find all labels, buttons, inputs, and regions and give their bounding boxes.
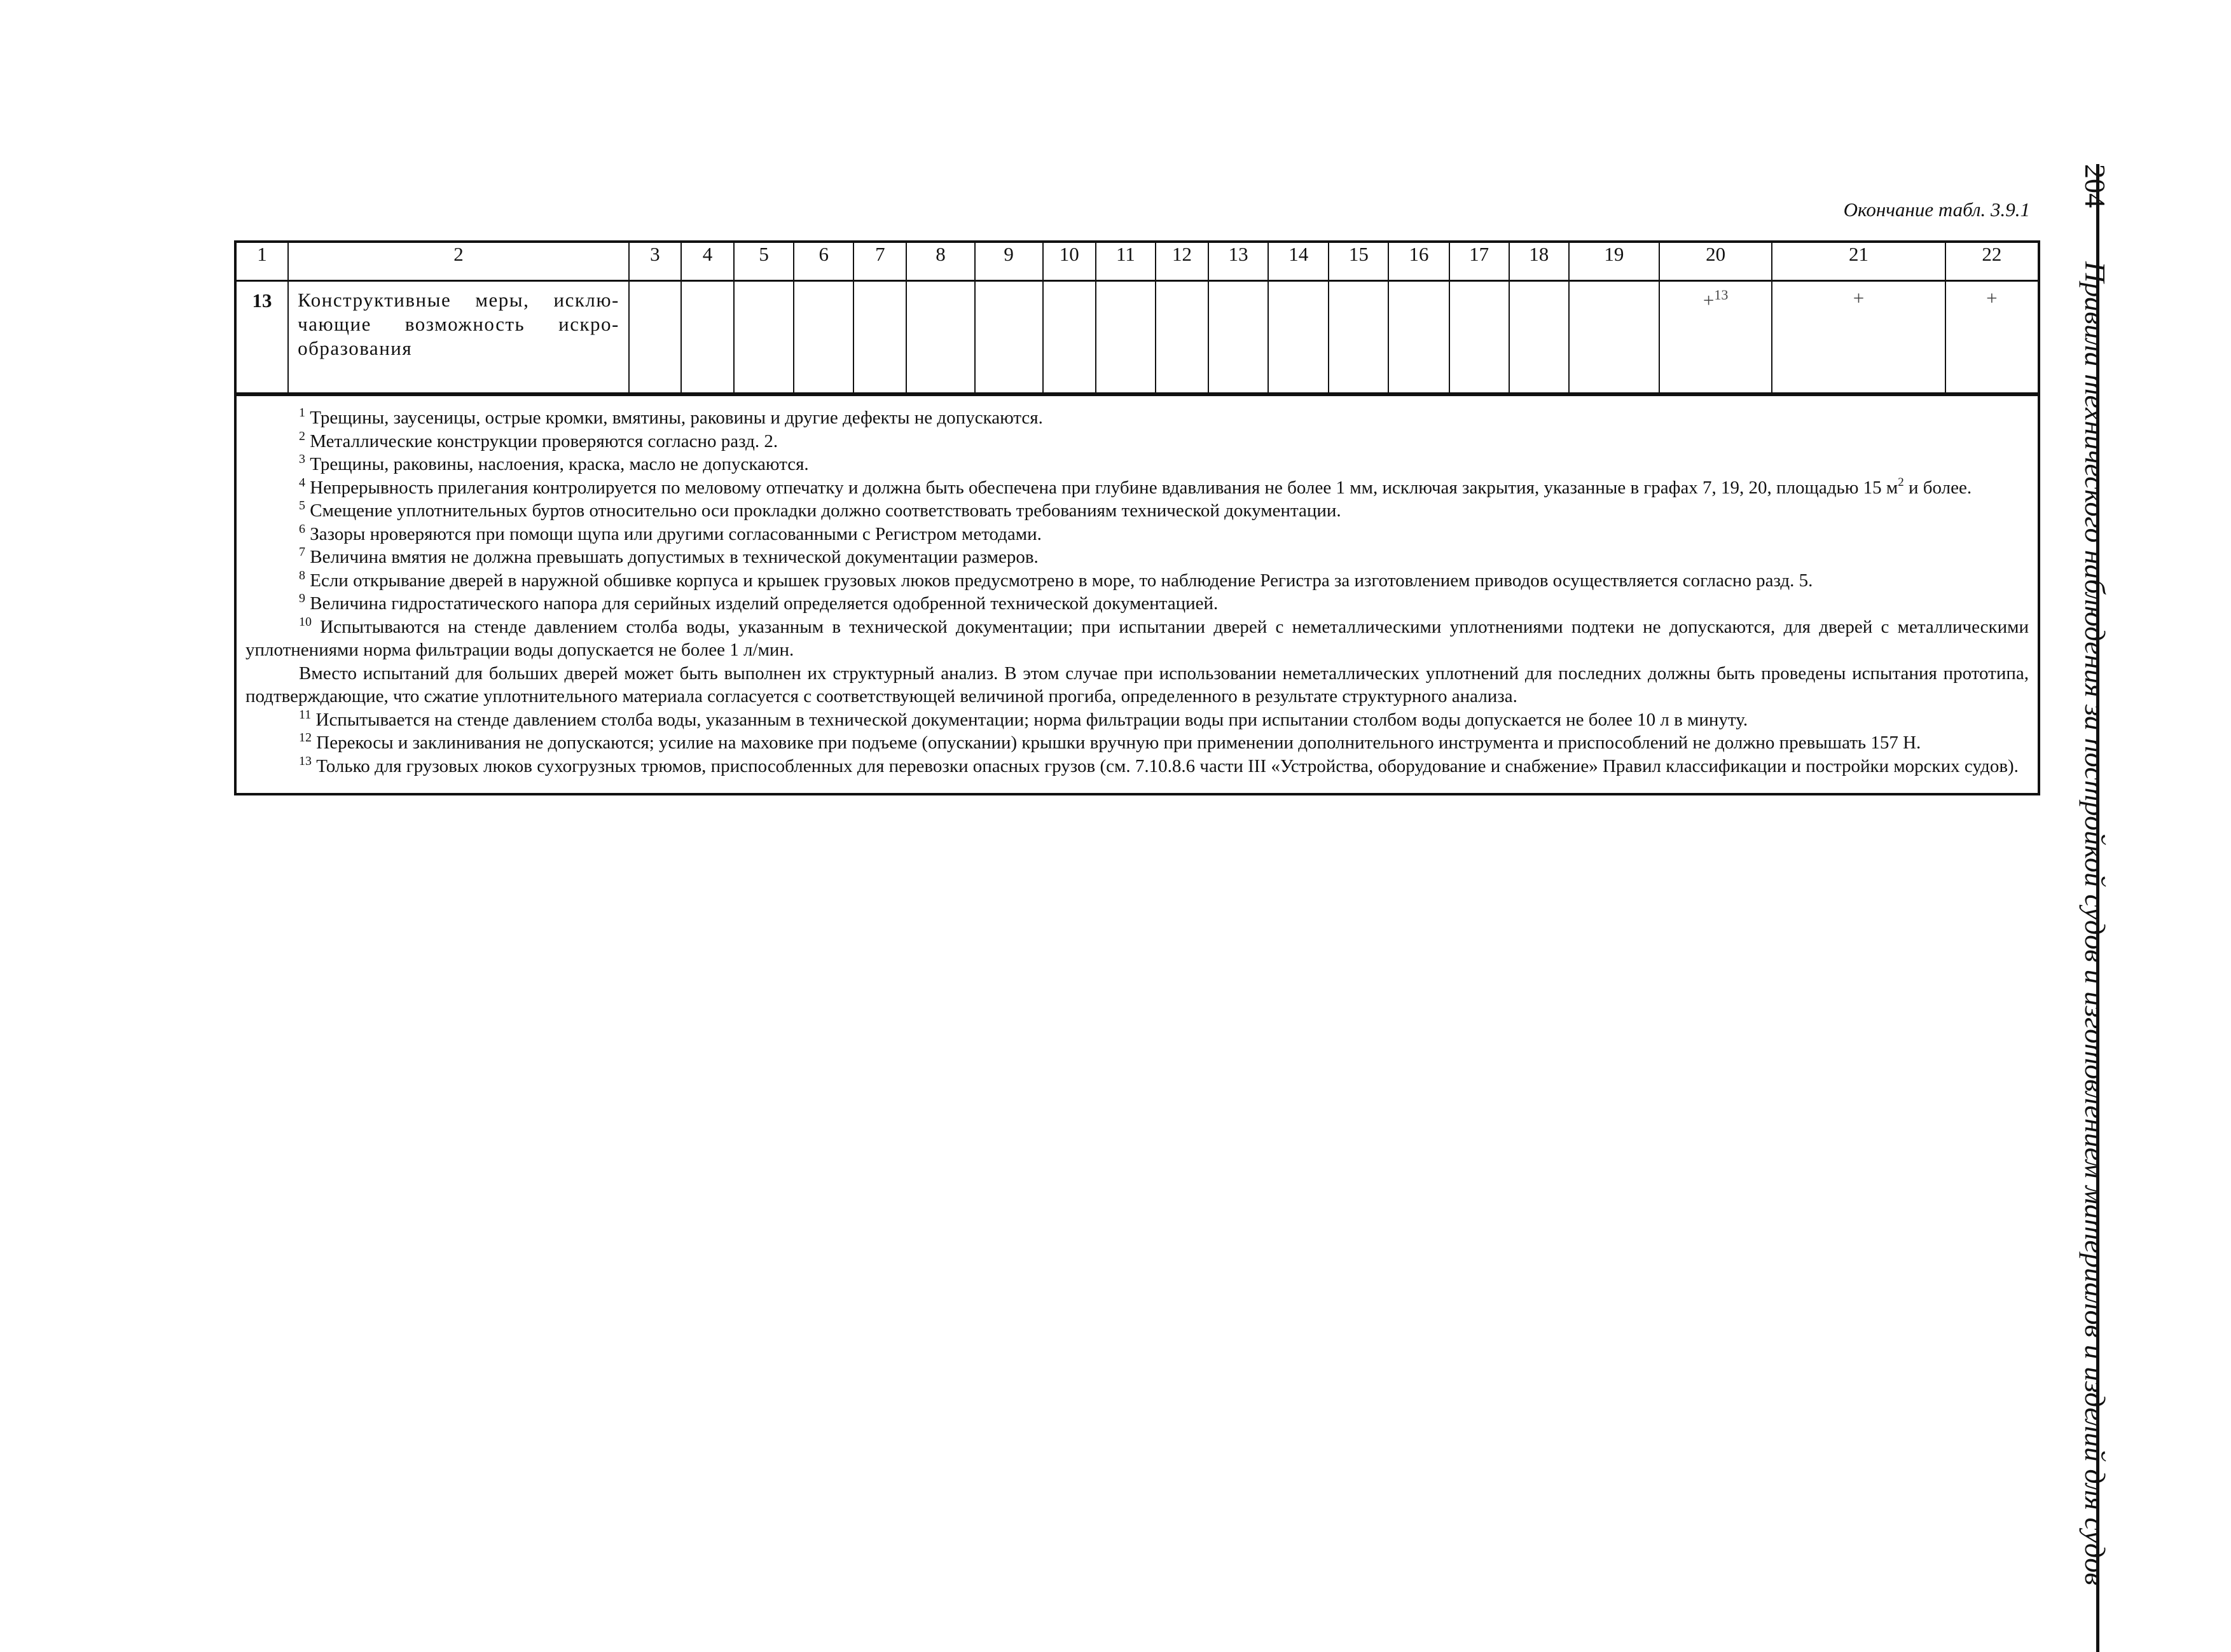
row-number: 13 (237, 281, 288, 394)
footnote-7: $^7$ Величина вмятия не должна превышать допустимых в технической документации размеров. (299, 545, 1039, 567)
col-header: 3 (629, 243, 681, 281)
col-header: 22 (1945, 243, 2038, 281)
table-cell (1268, 281, 1329, 394)
footnote-text: Величина гидростатического напора для серийных изделий определяется одобренной технической документацией. (310, 593, 1219, 614)
plus-mark: + (1853, 287, 1865, 309)
cell-col-22 (1945, 281, 2038, 394)
col-header: 20 (1659, 243, 1772, 281)
col-header: 12 (1156, 243, 1208, 281)
footnote-text: Непрерывность прилегания контролируется по меловому отпечатку и должна быть обеспечена при глубине вдавливания не более 1 мм, исключая закрытия, указанные в графах 7, 19, 20, площадью 15 м (310, 477, 1898, 498)
col-header: 11 (1096, 243, 1156, 281)
table-cell (1156, 281, 1208, 394)
col-header: 13 (1208, 243, 1268, 281)
col-header: 8 (906, 243, 974, 281)
footnote-text: и более. (1903, 477, 1972, 498)
footnote-text: Трещины, раковины, наслоения, краска, масло не допускаются. (310, 454, 809, 474)
table-cell (1509, 281, 1569, 394)
table-cell (906, 281, 974, 394)
footnote-6: $^6$ Зазоры нроверяются при помощи щупа или другими согласованными с Регистром методами. (299, 521, 1042, 544)
col-header: 5 (734, 243, 794, 281)
footnote-5: $^5$ Смещение уплотнительных буртов относительно оси прокладки должно соответствовать требованиям технической документации. (299, 499, 1341, 521)
footnote-text: Если открывание дверей в наружной обшивке корпуса и крышек грузовых люков предусмотрено в море, то наблюдение Регистра за изготовлением приводов осуществляется согласно разд. 5. (310, 570, 1813, 591)
table-cell (629, 281, 681, 394)
col-header: 15 (1329, 243, 1388, 281)
footnote-text: Испытывается на стенде давлением столба воды, указанным в технической документации; норма фильтрации воды при испытании столбом воды допускается не более 10 л в минуту. (315, 709, 1748, 730)
table-row (237, 281, 2038, 394)
row-description: Конструктивные меры, исклю-чающие возможность искро-образования (288, 281, 629, 394)
col-header: 10 (1043, 243, 1096, 281)
table-caption: Окончание табл. 3.9.1 (1843, 198, 2030, 221)
footnote-text: Металлические конструкции проверяются согласно разд. 2. (310, 430, 778, 451)
cell-col-21 (1772, 281, 1945, 394)
table-cell (1329, 281, 1388, 394)
footnotes (237, 394, 2038, 793)
footnote-10: $^{10}$ Испытываются на стенде давлением столба воды, указанным в технической документации; при испытании дверей с неметаллическими уплотнениями подтеки не допускаются, для дверей с металлическими уплотнениями норма фильтрации воды допускается не более 1 л/мин. (245, 614, 2029, 660)
footnote-text: Испытываются на стенде давлением столба воды, указанным в технической документации; при испытании дверей с неметаллическими уплотнениями подтеки не допускаются, для дверей с металлическими уплотнениями норма фильтрации воды допускается не более 1 л/мин. (245, 616, 2029, 660)
table-cell (1449, 281, 1509, 394)
footnote-10-continued (245, 662, 2029, 708)
header-row (237, 243, 2038, 281)
footnote-1: $^1$ Трещины, заусеницы, острые кромки, вмятины, раковины и другие дефекты не допускаются. (299, 406, 1043, 428)
footnote-text: Смещение уплотнительных буртов относительно оси прокладки должно соответствовать требованиям технической документации. (310, 500, 1341, 521)
footnote-text: Вместо испытаний для больших дверей может быть выполнен их структурный анализ. В этом случае при использовании неметаллических уплотнений для последних должны быть проведены испытания прототипа, подтверждающие, что сжатие уплотнительного материала согласуется с соответствующей величиной прогиба, определенного в результате структурного анализа. (245, 663, 2029, 706)
col-header: 1 (237, 243, 288, 281)
table-cell (1388, 281, 1449, 394)
table-cell (1096, 281, 1156, 394)
footnote-text: Зазоры нроверяются при помощи щупа или другими согласованными с Регистром методами. (310, 523, 1042, 544)
plus-mark: + (1986, 287, 1998, 309)
col-header: 2 (288, 243, 629, 281)
col-header: 21 (1772, 243, 1945, 281)
footnote-13: $^{13}$ Только для грузовых люков сухогрузных трюмов, приспособленных для перевозки опасных грузов (см. 7.10.8.6 части III «Устройства, оборудование и снабжение» Правил классификации и постройки морских судов). (299, 754, 2019, 776)
col-header: 6 (794, 243, 853, 281)
footnote-2: $^2$ Металлические конструкции проверяются согласно разд. 2. (299, 429, 778, 451)
footnote-4: $^4$ Непрерывность прилегания контролируется по меловому отпечатку и должна быть обеспечена при глубине вдавливания не более 1 мм, исключая закрытия, указанные в графах 7, 19, 20, площадью 15 $м^2$ и более. (299, 475, 1972, 498)
col-header: 9 (975, 243, 1043, 281)
table-cell (794, 281, 853, 394)
superscript: 2 (1898, 475, 1904, 489)
col-header: 4 (681, 243, 734, 281)
table-cell (975, 281, 1043, 394)
table-3-9-1 (234, 240, 2040, 795)
plus-mark: + (1703, 289, 1715, 312)
col-header: 14 (1268, 243, 1329, 281)
page-number: 204 (2079, 164, 2111, 208)
footnote-11: $^{11}$ Испытывается на стенде давлением столба воды, указанным в технической документации; норма фильтрации воды при испытании столбом воды допускается не более 10 л в минуту. (299, 707, 1748, 730)
col-header: 19 (1569, 243, 1659, 281)
col-header: 17 (1449, 243, 1509, 281)
footnote-text: Только для грузовых люков сухогрузных трюмов, приспособленных для перевозки опасных грузов (см. 7.10.8.6 части III «Устройства, оборудование и снабжение» Правил классификации и постройки морских судов). (316, 755, 2019, 776)
footnote-9: $^9$ Величина гидростатического напора для серийных изделий определяется одобренной технической документацией. (299, 591, 1219, 614)
footnote-text: Трещины, заусеницы, острые кромки, вмятины, раковины и другие дефекты не допускаются. (310, 408, 1043, 428)
table-cell (734, 281, 794, 394)
running-header (2078, 164, 2112, 1585)
footnote-text: Перекосы и заклинивания не допускаются; усилие на маховике при подъеме (опускании) крышки вручную при применении дополнительного инструмента и приспособлений не должно превышать 157 Н. (316, 733, 1921, 753)
cell-col-20 (1659, 281, 1772, 394)
footnote-ref: 13 (1714, 287, 1729, 303)
footnote-3: $^3$ Трещины, раковины, наслоения, краска, масло не допускаются. (299, 452, 809, 474)
table-cell (1569, 281, 1659, 394)
col-header: 16 (1388, 243, 1449, 281)
col-header: 18 (1509, 243, 1569, 281)
running-title: Правила технического наблюдения за постройкой судов и изготовлением материалов и изделий для судов (2079, 261, 2111, 1585)
footnote-text: Величина вмятия не должна превышать допустимых в технической документации размеров. (310, 547, 1039, 567)
table-grid (237, 243, 2038, 394)
table-cell (853, 281, 906, 394)
table-cell (1208, 281, 1268, 394)
table-cell (1043, 281, 1096, 394)
footnote-8: $^8$ Если открывание дверей в наружной обшивке корпуса и крышек грузовых люков предусмотрено в море, то наблюдение Регистра за изготовлением приводов осуществляется согласно разд. 5. (299, 568, 1813, 591)
footnote-12: $^{12}$ Перекосы и заклинивания не допускаются; усилие на маховике при подъеме (опускании) крышки вручную при применении дополнительного инструмента и приспособлений не должно превышать 157 Н. (299, 731, 1921, 753)
col-header: 7 (853, 243, 906, 281)
table-cell (681, 281, 734, 394)
